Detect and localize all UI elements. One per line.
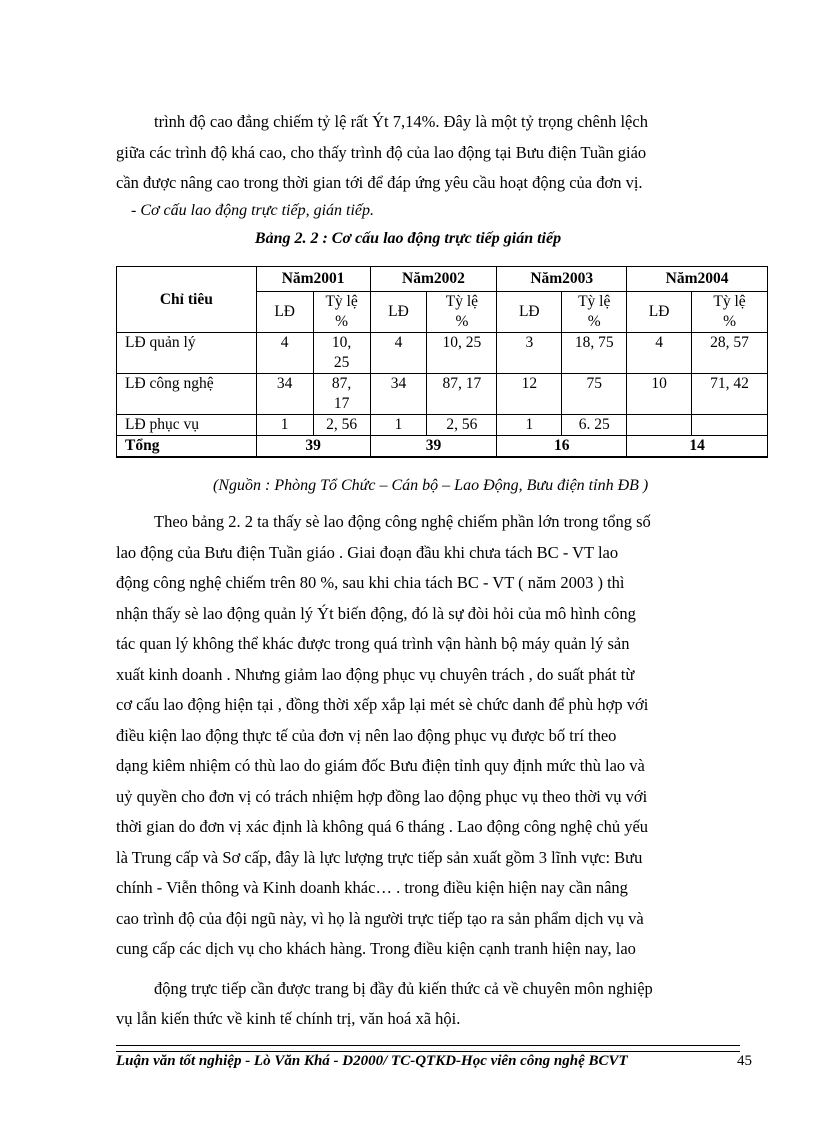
bullet-heading: - Cơ cấu lao động trực tiếp, gián tiếp. (131, 202, 375, 219)
paragraph-line: lao động của Bưu điện Tuần giáo . Giai đoạn đầu khi chưa tách BC - VT lao (116, 542, 619, 562)
table-cell: 4 (370, 333, 427, 374)
total-row (117, 436, 768, 458)
table-cell: 6. 25 (562, 415, 627, 436)
paragraph-line: nhận thấy sè lao động quản lý Ýt biến động, đó là sự đòi hỏi của mô hình công (116, 603, 636, 623)
table-row (117, 333, 768, 374)
table-cell: 87, 17 (427, 374, 497, 415)
header-rate-line: % (455, 313, 469, 330)
paragraph-line: động trực tiếp cần được trang bị đầy đủ kiến thức cả về chuyên môn nghiệp (154, 978, 653, 998)
header-rate (313, 292, 370, 333)
paragraph-line: thời gian do đơn vị xác định là không quá 6 tháng . Lao động công nghệ chủ yếu (116, 817, 649, 836)
table-cell: 34 (370, 374, 427, 415)
total-cell: 16 (497, 436, 627, 458)
header-ld: LĐ (627, 292, 692, 333)
paragraph-line: tác quan lý không thể khác được trong quá trình vận hành bộ máy quản lý sản (116, 634, 630, 653)
header-ld: LĐ (370, 292, 427, 333)
footer-divider (116, 1045, 740, 1052)
paragraph-line: là Trung cấp và Sơ cấp, đây là lực lượng trực tiếp sản xuất gồm 3 lĩnh vực: Bưu (116, 847, 643, 867)
paragraph-line: uỷ quyền cho đơn vị có trách nhiệm hợp đồng lao động phục vụ theo thời vụ với (116, 786, 648, 806)
header-year: Năm2003 (497, 267, 627, 292)
table-cell: 2, 56 (427, 415, 497, 436)
table-cell: 4 (627, 333, 692, 374)
total-cell: 14 (627, 436, 768, 458)
row-label: LĐ phục vụ (117, 415, 257, 436)
header-rate-line: Tỳ lệ (325, 293, 358, 310)
table-row (117, 415, 768, 436)
labor-structure-table (116, 266, 768, 458)
table-cell: 1 (497, 415, 562, 436)
table-cell: 10, 25 (313, 333, 370, 374)
header-ld: LĐ (256, 292, 313, 333)
header-year: Năm2001 (256, 267, 370, 292)
paragraph-line: dạng kiêm nhiệm có thù lao do giám đốc Bưu điện tỉnh quy định mức thù lao và (116, 756, 645, 775)
footer-text: Luận văn tốt nghiệp - Lò Văn Khá - D2000/ TC-QTKD-Học viên công nghệ BCVT (116, 1053, 628, 1069)
table-row (117, 374, 768, 415)
paragraph-line: cơ cấu lao động hiện tại , đồng thời xếp xắp lại mét sè chức danh để phù hợp với (116, 695, 649, 714)
table-cell: 12 (497, 374, 562, 415)
table-cell: 1 (256, 415, 313, 436)
header-rate-line: % (335, 313, 349, 330)
header-ld: LĐ (497, 292, 562, 333)
paragraph-line: giữa các trình độ khá cao, cho thấy trình độ của lao động tại Bưu điện Tuần giáo (116, 142, 647, 162)
table-caption: Bảng 2. 2 : Cơ cấu lao động trực tiếp gián tiếp (254, 230, 562, 247)
table-cell: 1 (370, 415, 427, 436)
header-rate-line: Tỳ lệ (445, 293, 479, 310)
header-rate-line: Tỳ lệ (713, 293, 746, 310)
paragraph-line: xuất kinh doanh . Nhưng giảm lao động phục vụ chuyên trách , do suất phát từ (116, 664, 635, 684)
paragraph-line: trình độ cao đẳng chiếm tỷ lệ rất Ýt 7,14%. Đây là một tỷ trọng chênh lệch (154, 112, 648, 131)
table-cell: 10, 25 (427, 333, 497, 374)
total-label: Tổng (117, 436, 257, 458)
page-number: 45 (737, 1053, 752, 1069)
table-cell: 3 (497, 333, 562, 374)
table-cell: 2, 56 (313, 415, 370, 436)
header-chi-tieu: Chỉ tiêu (117, 267, 257, 333)
table-cell: 87, 17 (313, 374, 370, 415)
paragraph-line: Theo bảng 2. 2 ta thấy sè lao động công nghệ chiếm phần lớn trong tổng số (154, 512, 651, 531)
table-cell: 75 (562, 374, 627, 415)
paragraph-line: chính - Viễn thông và Kinh doanh khác… . trong điều kiện hiện nay cần nâng (116, 878, 628, 897)
header-rate-line: % (723, 313, 736, 330)
source-note: (Nguồn : Phòng Tổ Chức – Cán bộ – Lao Động, Bưu điện tỉnh ĐB ) (213, 477, 649, 494)
table-cell: 28, 57 (692, 333, 768, 374)
table-cell: 10 (627, 374, 692, 415)
header-rate (562, 292, 627, 333)
total-cell: 39 (256, 436, 370, 458)
table-cell: 4 (256, 333, 313, 374)
table-cell: 71, 42 (692, 374, 768, 415)
header-year: Năm2004 (627, 267, 768, 292)
row-label: LĐ quản lý (117, 333, 257, 374)
paragraph-line: động công nghệ chiếm trên 80 %, sau khi chia tách BC - VT ( năm 2003 ) thì (116, 573, 625, 592)
paragraph-line: cao trình độ của đội ngũ này, vì họ là người trực tiếp tạo ra sản phẩm dịch vụ và (116, 908, 644, 928)
header-rate (427, 292, 497, 333)
paragraph-2 (116, 507, 768, 1035)
header-rate-line: % (587, 313, 601, 330)
header-rate-line: Tỳ lệ (578, 293, 611, 310)
paragraph-line: cung cấp các dịch vụ cho khách hàng. Trong điều kiện cạnh tranh hiện nay, lao (116, 939, 636, 958)
header-year: Năm2002 (370, 267, 497, 292)
row-label: LĐ công nghệ (117, 374, 257, 415)
paragraph-line: cần được nâng cao trong thời gian tới để đáp ứng yêu cầu hoạt động của đơn vị. (116, 173, 643, 192)
header-rate (692, 292, 768, 333)
total-cell: 39 (370, 436, 497, 458)
table-cell (627, 415, 692, 436)
paragraph-1 (116, 107, 768, 199)
table-cell: 34 (256, 374, 313, 415)
paragraph-line: vụ lẫn kiến thức về kinh tế chính trị, văn hoá xã hội. (116, 1009, 461, 1028)
table-cell (692, 415, 768, 436)
table-cell: 18, 75 (562, 333, 627, 374)
paragraph-line: điều kiện lao động thực tế của đơn vị nên lao động phục vụ được bố trí theo (116, 725, 617, 745)
